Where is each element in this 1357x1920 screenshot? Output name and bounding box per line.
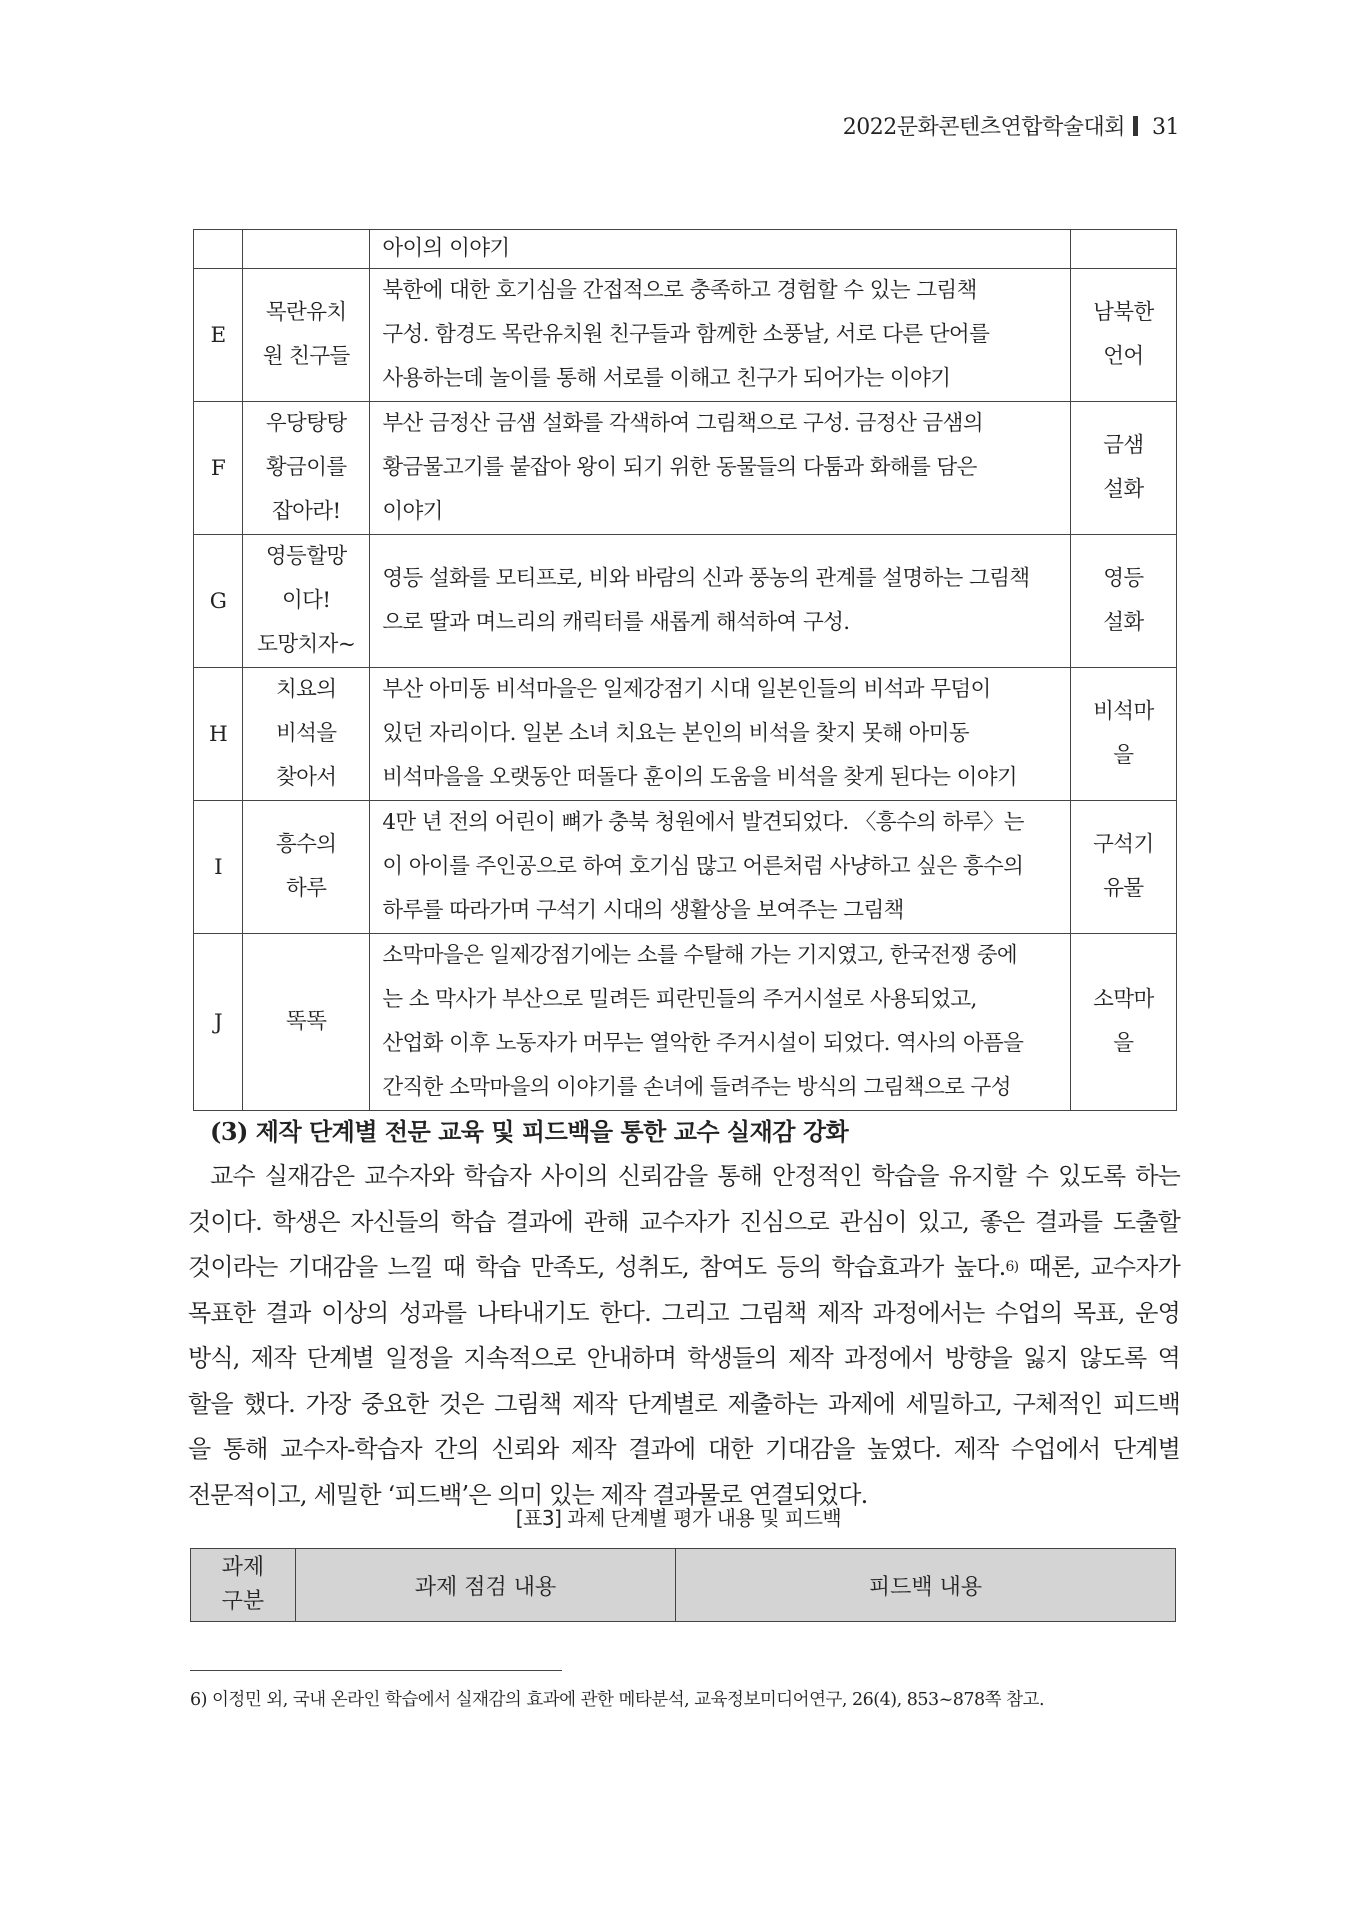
table-row [194,535,1177,668]
table-cell-source [1070,230,1176,269]
table-cell-source: 구석기 유물 [1070,801,1176,934]
header-cell-category: 과제 구분 [191,1549,296,1622]
paragraph-line: 전문적이고, 세밀한 ‘피드백’은 의미 있는 제작 결과물로 연결되었다. [188,1480,868,1509]
footnote: 6) 이정민 외, 국내 온라인 학습에서 실재감의 효과에 관한 메타분석, 교육정보미디어연구, 26(4), 853~878쪽 참고. [190,1690,1045,1710]
header-divider [1133,116,1138,136]
header-cell-feedback: 피드백 내용 [676,1549,1176,1622]
table-cell-source: 영등 설화 [1070,535,1176,668]
table-cell-id: F [194,402,243,535]
running-title: 2022문화콘텐츠연합학술대회 [842,115,1125,140]
table-cell-title: 목란유치 원 친구들 [243,269,370,402]
paragraph-line: 목표한 결과 이상의 성과를 나타내기도 한다. 그리고 그림책 제작 과정에서는 수업의 목표, 운영 [188,1298,1180,1327]
table-row [194,269,1177,402]
table-cell-id: I [194,801,243,934]
table-cell-title [243,230,370,269]
table-row [194,801,1177,934]
table-cell-source: 소막마 을 [1070,934,1176,1111]
table-cell-desc: 영등 설화를 모티프로, 비와 바람의 신과 풍농의 관계를 설명하는 그림책 으로 딸과 며느리의 캐릭터를 새롭게 해석하여 구성. [370,535,1070,668]
table-cell-title: 흥수의 하루 [243,801,370,934]
picture-book-table [193,229,1177,1111]
table-cell-id: G [194,535,243,668]
table-cell-title: 우당탕탕 황금이를 잡아라! [243,402,370,535]
section-heading: (3) 제작 단계별 전문 교육 및 피드백을 통한 교수 실재감 강화 [210,1117,849,1146]
table-caption: [표3] 과제 단계별 평가 내용 및 피드백 [515,1506,842,1530]
table-cell-source: 비석마 을 [1070,668,1176,801]
table-cell-title: 치요의 비석을 찾아서 [243,668,370,801]
evaluation-table [190,1548,1176,1622]
paragraph-line: 방식, 제작 단계별 일정을 지속적으로 안내하며 학생들의 제작 과정에서 방향을 잃지 않도록 역 [188,1344,1180,1372]
paragraph-line: 것이라는 기대감을 느낄 때 학습 만족도, 성취도, 참여도 등의 학습효과가 높다.$^{6)}$ 때론, 교수자가 [188,1253,1180,1281]
table-cell-source: 금샘 설화 [1070,402,1176,535]
table-row [194,934,1177,1111]
paragraph-line: 할을 했다. 가장 중요한 것은 그림책 제작 단계별로 제출하는 과제에 세밀하고, 구체적인 피드백 [188,1389,1180,1418]
table-cell-id [194,230,243,269]
table-row [194,402,1177,535]
table-cell-title: 영등할망 이다! 도망치자~ [243,535,370,668]
body-paragraph [188,1154,1180,1518]
table-cell-id: J [194,934,243,1111]
table-cell-desc: 아이의 이야기 [370,230,1070,269]
table-cell-source: 남북한 언어 [1070,269,1176,402]
table-cell-id: H [194,668,243,801]
footnote-divider [190,1670,562,1671]
table-cell-desc: 4만 년 전의 어린이 뼈가 충북 청원에서 발견되었다. 〈흥수의 하루〉는 이 아이를 주인공으로 하여 호기심 많고 어른처럼 사냥하고 싶은 흥수의 하루를 따라가며 구석기 시대의 생활상을 보여주는 그림책 [370,801,1070,934]
table-cell-id: E [194,269,243,402]
paragraph-line: 을 통해 교수자-학습자 간의 신뢰와 제작 결과에 대한 기대감을 높였다. 제작 수업에서 단계별 [188,1435,1180,1463]
table-cell-desc: 소막마을은 일제강점기에는 소를 수탈해 가는 기지였고, 한국전쟁 중에 는 소 막사가 부산으로 밀려든 피란민들의 주거시설로 사용되었고, 산업화 이후 노동자가 머무는 열악한 주거시설이 되었다. 역사의 아픔을 간직한 소막마을의 이야기를 손녀에 들려주는 방식의 그림책으로 구성 [370,934,1070,1111]
page-number: 31 [1152,115,1179,140]
header-cell-check: 과제 점검 내용 [295,1549,675,1622]
table-row [194,668,1177,801]
table-cell-desc: 부산 금정산 금샘 설화를 각색하여 그림책으로 구성. 금정산 금샘의 황금물고기를 붙잡아 왕이 되기 위한 동물들의 다툼과 화해를 담은 이야기 [370,402,1070,535]
table-cell-desc: 북한에 대한 호기심을 간접적으로 충족하고 경험할 수 있는 그림책 구성. 함경도 목란유치원 친구들과 함께한 소풍날, 서로 다른 단어를 사용하는데 놀이를 통해 서로를 이해고 친구가 되어가는 이야기 [370,269,1070,402]
page-header [843,110,1179,141]
table-header-row [191,1549,1176,1622]
table-row [194,230,1177,269]
table-cell-desc: 부산 아미동 비석마을은 일제강점기 시대 일본인들의 비석과 무덤이 있던 자리이다. 일본 소녀 치요는 본인의 비석을 찾지 못해 아미동 비석마을을 오랫동안 떠돌다 훈이의 도움을 비석을 찾게 된다는 이야기 [370,668,1070,801]
table-cell-title: 똑똑 [243,934,370,1111]
paragraph-line: 교수 실재감은 교수자와 학습자 사이의 신뢰감을 통해 안정적인 학습을 유지할 수 있도록 하는 [210,1162,1180,1190]
footnote-marker: 6) [1005,1259,1019,1275]
paragraph-line: 것이다. 학생은 자신들의 학습 결과에 관해 교수자가 진심으로 관심이 있고, 좋은 결과를 도출할 [188,1207,1180,1236]
